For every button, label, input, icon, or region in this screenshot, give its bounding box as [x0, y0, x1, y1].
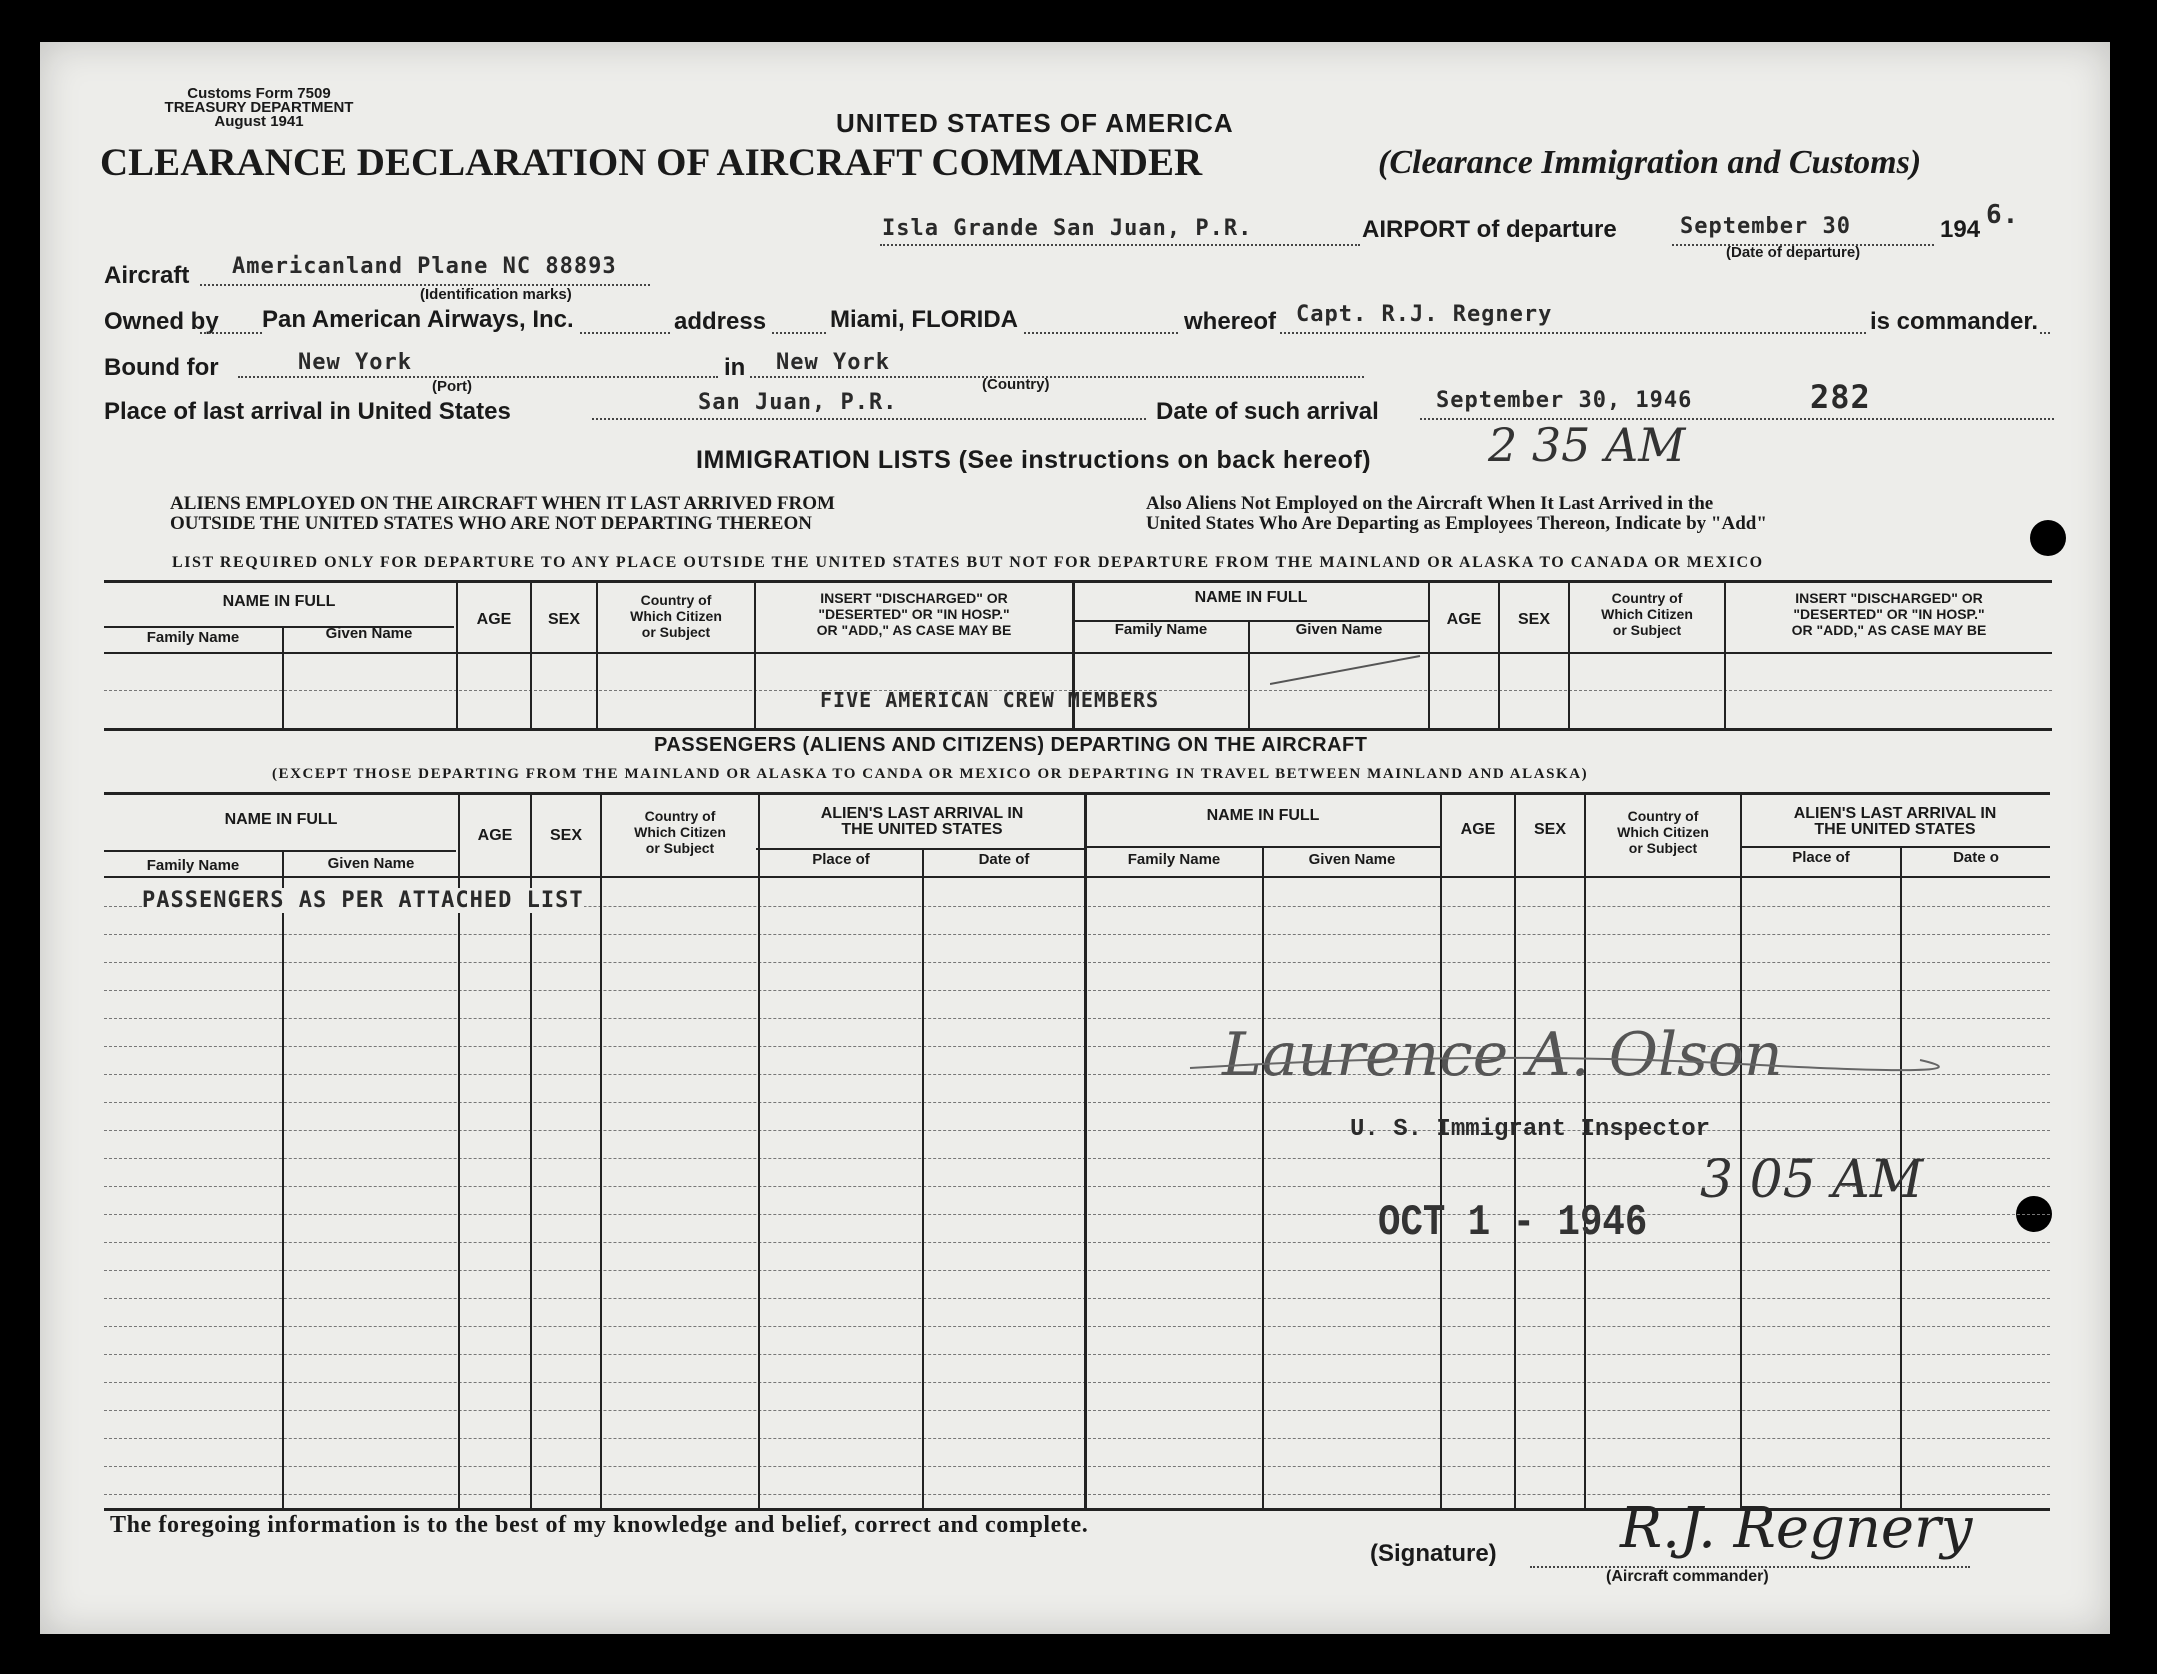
col-country [602, 808, 758, 856]
table-rule [104, 728, 2052, 731]
country-line [750, 376, 1364, 378]
commander-suffix: is commander. [1866, 308, 2038, 336]
owner-value: Pan American Airways, Inc. [262, 306, 578, 334]
table-row [104, 1438, 2050, 1439]
table-row [104, 934, 2050, 935]
table-divider [758, 792, 760, 1508]
immigration-heading: IMMIGRATION LISTS (See instructions on back hereof) [696, 446, 1372, 474]
col-country-line: or Subject [1612, 622, 1682, 638]
col-sex: SEX [547, 611, 580, 628]
table-divider [600, 792, 602, 1508]
col-country-line: Country of [644, 808, 716, 824]
col-arrival-line: ALIEN'S LAST ARRIVAL IN [1793, 805, 1997, 822]
port-value: New York [298, 350, 412, 375]
col-insert-line: INSERT "DISCHARGED" OR [820, 590, 1008, 606]
col-insert-line: OR "ADD," AS CASE MAY BE [816, 622, 1012, 638]
col-insert-line: "DESERTED" OR "IN HOSP." [818, 606, 1010, 622]
table-divider [1514, 792, 1516, 1508]
table-divider [922, 848, 924, 1508]
col-country-line: Country of [640, 592, 712, 608]
passengers-subheading: (EXCEPT THOSE DEPARTING FROM THE MAINLAND OR ALASKA TO CANDA OR MEXICO OR DEPARTING IN TRAVEL BETWEEN MAINLAND AND ALASKA) [272, 766, 1589, 782]
port-line [238, 376, 718, 378]
left-note-line: ALIENS EMPLOYED ON THE AIRCRAFT WHEN IT LAST ARRIVED FROM [170, 493, 835, 514]
right-note-line: United States Who Are Departing as Employees Thereon, Indicate by "Add" [1146, 513, 1767, 534]
certification-statement: The foregoing information is to the best of my knowledge and belief, correct and complete. [110, 1512, 1089, 1538]
col-country [598, 592, 754, 640]
inspector-title: U. S. Immigrant Inspector [1350, 1116, 1711, 1143]
col-country-line: Which Citizen [1601, 606, 1693, 622]
strike-mark [1270, 650, 1430, 690]
airport-line [880, 244, 1360, 246]
col-arrival-line: THE UNITED STATES [1814, 821, 1976, 838]
year-prefix: 194 [1940, 216, 1981, 243]
col-family-name: Family Name [146, 629, 240, 646]
table-rule [104, 876, 2050, 878]
table-row [104, 1214, 2050, 1215]
table-rule [104, 580, 2052, 583]
col-family-name-right: Family Name [1114, 621, 1208, 638]
whereof-label: whereof [1180, 308, 1280, 336]
table-divider [1084, 792, 1087, 1508]
table-row [104, 1102, 2050, 1103]
col-arrival-line: THE UNITED STATES [841, 821, 1003, 838]
col-age-right: AGE [1446, 611, 1482, 628]
table-divider [282, 850, 284, 1508]
departure-date-caption: (Date of departure) [1726, 244, 1861, 261]
form-number: Customs Form 7509 [187, 85, 331, 102]
table-rule [104, 652, 2052, 654]
page-title: CLEARANCE DECLARATION OF AIRCRAFT COMMANDER [100, 141, 1203, 184]
col-sex: SEX [549, 827, 582, 844]
table-row [104, 1410, 2050, 1411]
col-country-right [1586, 808, 1740, 856]
address-label: address [670, 308, 770, 336]
col-age: AGE [476, 611, 512, 628]
col-country-line: or Subject [641, 624, 711, 640]
last-arrival-label: Place of last arrival in United States [104, 398, 511, 425]
col-arrival [760, 806, 1084, 838]
last-arrival-place: San Juan, P.R. [698, 390, 898, 415]
right-note [1146, 494, 1767, 534]
col-family-name: Family Name [146, 857, 240, 874]
left-note [170, 494, 835, 534]
col-country-line: or Subject [1628, 840, 1698, 856]
col-name-in-full-right: NAME IN FULL [1206, 807, 1320, 824]
table-rule [1740, 846, 2050, 848]
col-given-name-right: Given Name [1295, 621, 1383, 638]
stamp-date: OCT 1 - 1946 [1378, 1198, 1648, 1248]
table-divider [1262, 846, 1264, 1508]
arrival-date-label: Date of such arrival [1156, 398, 1379, 425]
table-row [104, 1018, 2050, 1019]
commander-value: Capt. R.J. Regnery [1292, 302, 1556, 327]
col-country-line: Which Citizen [630, 608, 722, 624]
table-row [104, 1130, 2050, 1131]
col-place-of: Place of [812, 851, 870, 868]
country-value: New York [776, 350, 890, 375]
last-arrival-place-line [592, 418, 1146, 420]
port-caption: (Port) [432, 378, 472, 395]
table-row [104, 1326, 2050, 1327]
crew-entry: FIVE AMERICAN CREW MEMBERS [820, 688, 1160, 712]
signature-flourish [1180, 1040, 1940, 1080]
col-insert-line: OR "ADD," AS CASE MAY BE [1791, 622, 1987, 638]
airport-value: Isla Grande San Juan, P.R. [882, 216, 1253, 241]
table-row [104, 1466, 2050, 1467]
col-arrival-line: ALIEN'S LAST ARRIVAL IN [820, 805, 1024, 822]
aircraft-value: Americanland Plane NC 88893 [232, 254, 617, 279]
col-country-line: Which Citizen [634, 824, 726, 840]
arrival-date-value: September 30, 1946 [1436, 388, 1693, 413]
col-place-of-right: Place of [1792, 849, 1850, 866]
table-divider [530, 580, 532, 728]
col-given-name-right: Given Name [1308, 851, 1396, 868]
col-country-line: Country of [1627, 808, 1699, 824]
form-sheet [40, 42, 2110, 1634]
country-caption: (Country) [982, 376, 1050, 393]
col-insert-right [1726, 590, 2052, 638]
col-country-right [1570, 590, 1724, 638]
table-row [104, 1270, 2050, 1271]
inspector-time: 3 05 AM [1700, 1150, 1924, 1210]
col-name-in-full: NAME IN FULL [222, 593, 336, 610]
col-given-name: Given Name [325, 625, 413, 642]
page-subtitle: (Clearance Immigration and Customs) [1378, 144, 1922, 181]
col-insert-line: "DESERTED" OR "IN HOSP." [1793, 606, 1985, 622]
departure-date-value: September 30 [1680, 214, 1851, 239]
right-note-line: Also Aliens Not Employed on the Aircraft When It Last Arrived in the [1146, 493, 1714, 514]
table-rule [104, 792, 2050, 795]
country-heading: UNITED STATES OF AMERICA [836, 108, 1234, 138]
table-row [104, 990, 2050, 991]
commander-caption: (Aircraft commander) [1606, 1568, 1769, 1585]
col-insert [756, 590, 1072, 638]
table-divider [456, 580, 458, 728]
col-country-line: Which Citizen [1617, 824, 1709, 840]
left-note-line: OUTSIDE THE UNITED STATES WHO ARE NOT DEPARTING THEREON [170, 513, 812, 534]
department: TREASURY DEPARTMENT [164, 99, 354, 116]
handwritten-time: 2 35 AM [1488, 418, 1686, 472]
in-label: in [724, 354, 746, 381]
table-row [104, 1382, 2050, 1383]
form-number-block [114, 87, 404, 129]
table-divider [1584, 792, 1586, 1508]
bound-label: Bound for [104, 354, 219, 381]
aircraft-caption: (Identification marks) [420, 286, 572, 303]
table-row [104, 962, 2050, 963]
table-row [104, 1494, 2050, 1495]
passenger-entry: PASSENGERS AS PER ATTACHED LIST [142, 888, 584, 913]
col-sex-right: SEX [1517, 611, 1550, 628]
col-country-line: or Subject [645, 840, 715, 856]
inspector-signature: Laurence A. Olson [1222, 1020, 1783, 1090]
col-given-name: Given Name [327, 855, 415, 872]
table-row [104, 1242, 2050, 1243]
col-insert-line: INSERT "DISCHARGED" OR [1795, 590, 1983, 606]
form-date: August 1941 [214, 113, 304, 130]
col-date-of-right: Date o [1953, 849, 1999, 866]
record-number: 282 [1810, 378, 1871, 416]
owner-label: Owned by [104, 308, 219, 335]
col-country-line: Country of [1611, 590, 1683, 606]
commander-signature: R.J. Regnery [1620, 1496, 1973, 1561]
table-divider [1498, 580, 1500, 728]
signature-label: (Signature) [1370, 1540, 1497, 1567]
col-name-in-full: NAME IN FULL [224, 811, 338, 828]
col-date-of: Date of [978, 851, 1030, 868]
aircraft-label: Aircraft [104, 262, 190, 289]
col-sex-right: SEX [1533, 821, 1566, 838]
requirement-note: LIST REQUIRED ONLY FOR DEPARTURE TO ANY PLACE OUTSIDE THE UNITED STATES BUT NOT FOR DEPARTURE FROM THE MAINLAND OR ALASKA TO CANADA OR MEXICO [172, 554, 1764, 571]
col-age-right: AGE [1460, 821, 1496, 838]
table-rule [104, 850, 456, 852]
airport-label: AIRPORT of departure [1362, 216, 1617, 243]
table-row [104, 1354, 2050, 1355]
table-divider [1440, 792, 1442, 1508]
punch-hole [2030, 520, 2066, 556]
passengers-heading: PASSENGERS (ALIENS AND CITIZENS) DEPARTING ON THE AIRCRAFT [654, 734, 1368, 756]
table-rule [756, 848, 1086, 850]
address-value: Miami, FLORIDA [826, 306, 1022, 334]
col-arrival-right [1742, 806, 2048, 838]
table-row [104, 1298, 2050, 1299]
year-digit: 6. [1986, 200, 2020, 230]
col-age: AGE [477, 827, 513, 844]
col-family-name-right: Family Name [1127, 851, 1221, 868]
col-name-in-full-right: NAME IN FULL [1194, 589, 1308, 606]
